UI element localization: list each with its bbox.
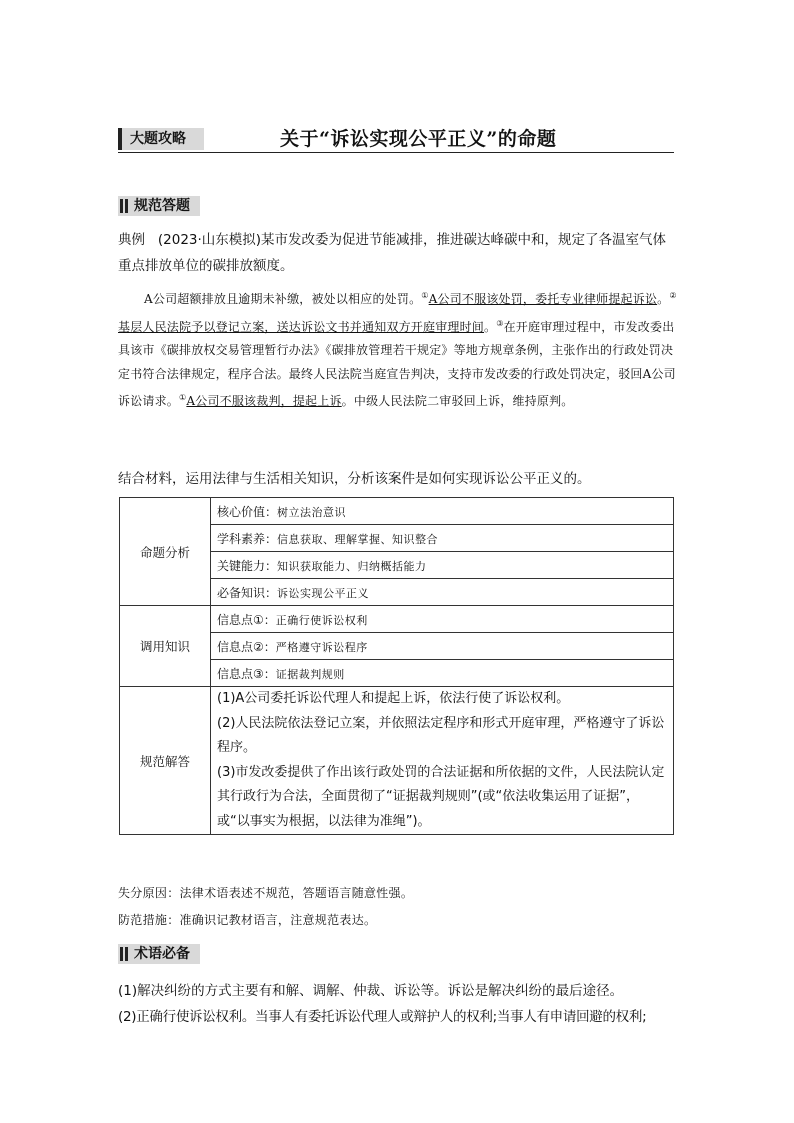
term-item-2: (2)正确行使诉讼权利。当事人有委托诉讼代理人或辩护人的权利;当事人有申请回避的权利; bbox=[118, 1009, 647, 1025]
cell-key: 信息点③： bbox=[217, 666, 276, 681]
cell-value: 正确行使诉讼权利 bbox=[275, 613, 368, 627]
group-head: 规范解答 bbox=[120, 687, 211, 835]
table-cell bbox=[211, 525, 674, 552]
table-cell bbox=[211, 606, 674, 633]
cell-value: 树立法治意识 bbox=[277, 505, 347, 519]
prevention-note: 防范措施：准确识记教材语言，注意规范表达。 bbox=[118, 913, 377, 927]
material-text: 。中级人民法院二审驳回上诉，维持原判。 bbox=[341, 394, 574, 408]
table-cell bbox=[211, 552, 674, 579]
cell-key: 学科素养： bbox=[217, 531, 278, 546]
cell-key: 信息点①： bbox=[217, 612, 276, 627]
marker: ② bbox=[669, 291, 677, 300]
cell-key: 核心价值： bbox=[217, 504, 278, 519]
answer-point-3: (3)市发改委提供了作出该行政处罚的合法证据和所依据的文件，人民法院认定其行政行为合法，全面贯彻了“证据裁判规则”(或“依法收集运用了证据”，或“以事实为根据，以法律为准绳”)。 bbox=[217, 764, 665, 829]
header-tag: 大题攻略 bbox=[118, 128, 204, 150]
group-head: 调用知识 bbox=[120, 606, 211, 687]
section-label-terms: 术语必备 bbox=[118, 944, 200, 964]
page-header bbox=[118, 126, 674, 153]
table-row bbox=[120, 687, 674, 835]
cell-key: 必备知识： bbox=[217, 585, 278, 600]
underlined-text: A公司不服该处罚，委托专业律师提起诉讼 bbox=[428, 292, 658, 306]
marker: ③ bbox=[496, 318, 504, 328]
analysis-table bbox=[119, 497, 674, 835]
term-item-1: (1)解决纠纷的方式主要有和解、调解、仲裁、诉讼等。诉讼是解决纠纷的最后途径。 bbox=[118, 983, 624, 999]
table-row bbox=[120, 498, 674, 525]
terms-list bbox=[118, 978, 680, 1030]
cell-key: 关键能力： bbox=[217, 558, 278, 573]
table-cell bbox=[211, 660, 674, 687]
cell-value: 严格遵守诉讼程序 bbox=[275, 640, 368, 654]
underlined-text: 基层人民法院予以登记立案，送达诉讼文书并通知双方开庭审理时间 bbox=[118, 319, 485, 334]
marker: ① bbox=[179, 393, 187, 402]
fail-reason-note: 失分原因：法律术语表述不规范，答题语言随意性强。 bbox=[118, 886, 414, 900]
table-cell bbox=[211, 498, 674, 525]
example-intro bbox=[118, 227, 678, 279]
answer-cell bbox=[211, 687, 674, 835]
table-cell bbox=[211, 633, 674, 660]
underlined-text: A公司不服该裁判，提起上诉 bbox=[186, 394, 342, 408]
question-text: 结合材料，运用法律与生活相关知识，分析该案件是如何实现诉讼公平正义的。 bbox=[118, 471, 591, 487]
case-material bbox=[118, 284, 678, 414]
material-text: 。 bbox=[657, 292, 670, 306]
cell-value: 诉讼实现公平正义 bbox=[277, 586, 370, 600]
cell-key: 信息点②： bbox=[217, 639, 276, 654]
example-line-1: 典例 (2023·山东模拟)某市发改委为促进节能减排，推进碳达峰碳中和，规定了各温室气体 bbox=[118, 232, 667, 248]
material-text: 。 bbox=[484, 319, 497, 334]
example-line-2: 重点排放单位的碳排放额度。 bbox=[118, 258, 294, 274]
table-row bbox=[120, 606, 674, 633]
page-title: 关于“诉讼实现公平正义”的命题 bbox=[280, 128, 557, 150]
table-cell bbox=[211, 579, 674, 606]
answer-point-2: (2)人民法院依法登记立案，并依照法定程序和形式开庭审理，严格遵守了诉讼程序。 bbox=[217, 715, 665, 755]
cell-value: 证据裁判规则 bbox=[275, 667, 345, 681]
material-text: A公司超额排放且逾期未补缴，被处以相应的处罚。 bbox=[144, 292, 422, 306]
material-text: 在开庭审理过程中，市发改委出具该市《碳排放权交易管理暂行办法》《碳排放管理若干规定》等地方规章条例，主张作出的行政处罚决定书符合法律规定，程序合法。最终人民法院当庭宣告判决，支持市发改委的行政处罚决定，驳回A公司诉讼请求。 bbox=[118, 319, 676, 408]
group-head: 命题分析 bbox=[120, 498, 211, 606]
answer-point-1: (1)A公司委托诉讼代理人和提起上诉，依法行使了诉讼权利。 bbox=[217, 691, 570, 706]
marker: ① bbox=[421, 291, 429, 300]
section-label-answer: 规范答题 bbox=[118, 196, 200, 216]
cell-value: 信息获取、理解掌握、知识整合 bbox=[277, 532, 439, 546]
cell-value: 知识获取能力、归纳概括能力 bbox=[277, 559, 427, 573]
